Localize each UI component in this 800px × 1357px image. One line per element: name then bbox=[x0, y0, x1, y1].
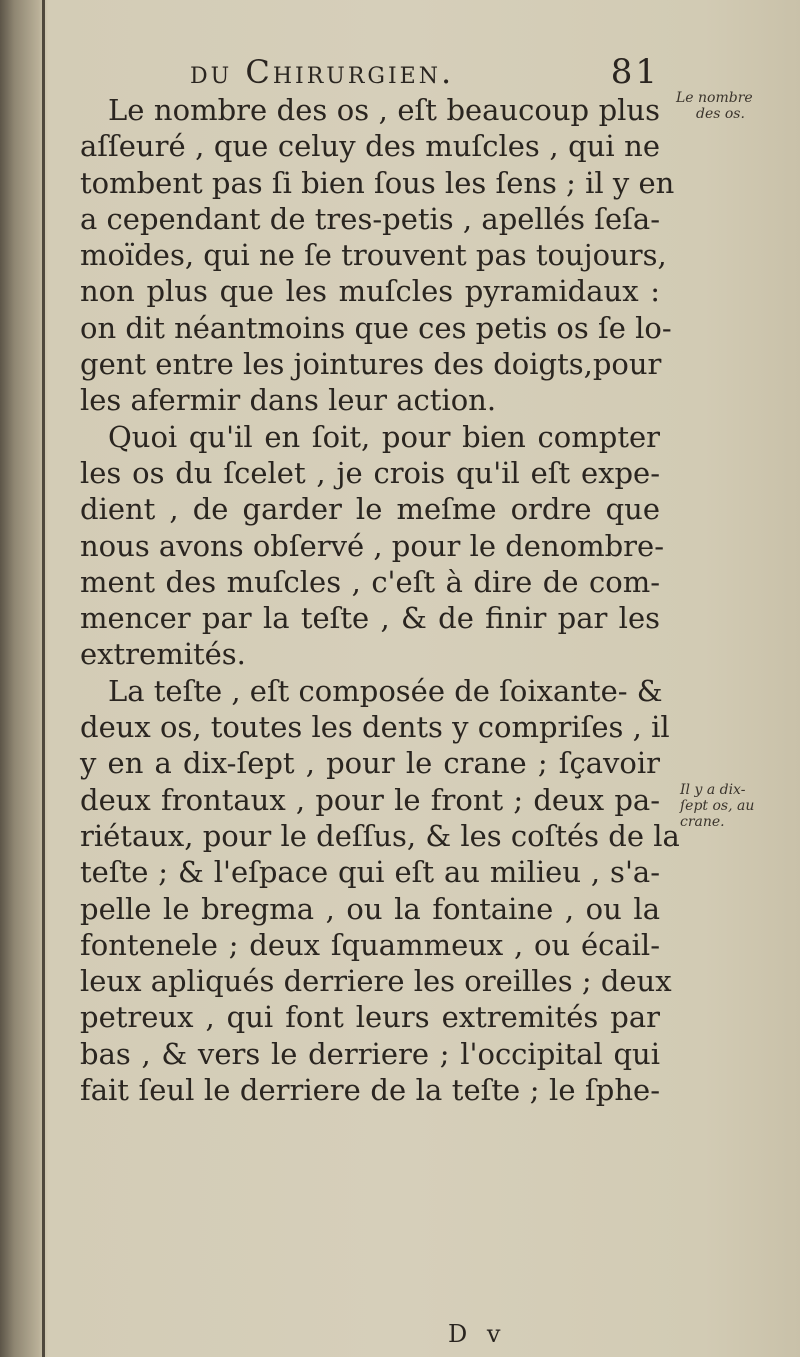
text-line: leux apliqués derriere les oreilles ; deux bbox=[80, 964, 672, 999]
text-line: aſſeuré , que celuy des muſcles , qui ne bbox=[80, 129, 660, 164]
text-line: ment des muſcles , c'eſt à dire de com- bbox=[80, 564, 660, 599]
text-line: riétaux, pour le deſſus, & les coſtés de la bbox=[80, 818, 680, 853]
margin-note-line: Il y a dix- bbox=[680, 782, 746, 798]
page-number: 81 bbox=[610, 52, 660, 92]
margin-note-line: ſept os, au bbox=[680, 798, 755, 814]
text-line: les afermir dans leur action. bbox=[80, 383, 497, 418]
text-line: fait ſeul le derriere de la teſte ; le ſphe- bbox=[80, 1073, 660, 1108]
text-line: nous avons obſervé , pour le denombre- bbox=[80, 528, 664, 563]
text-line: dient , de garder le meſme ordre que bbox=[80, 492, 660, 527]
text-line: les os du ſcelet , je crois qu'il eſt expe- bbox=[80, 455, 660, 490]
text-line: on dit néantmoins que ces petis os ſe lo- bbox=[80, 310, 672, 345]
margin-note-line: crane. bbox=[680, 814, 725, 830]
running-head-title: du Chirurgien. bbox=[190, 53, 455, 91]
text-line: moïdes, qui ne ſe trouvent pas toujours, bbox=[80, 238, 667, 273]
text-line: La teſte , eſt composée de ſoixante- & bbox=[108, 673, 663, 708]
text-line: non plus que les muſcles pyramidaux : bbox=[80, 274, 660, 309]
text-line: pelle le bregma , ou la fontaine , ou la bbox=[80, 891, 660, 926]
text-line: y en a dix-ſept , pour le crane ; ſçavoir bbox=[80, 746, 660, 781]
page-gutter bbox=[0, 0, 48, 1357]
margin-note-line: Le nombre bbox=[676, 90, 753, 106]
body-text bbox=[80, 92, 680, 1108]
text-line: teſte ; & l'eſpace qui eſt au milieu , s'a- bbox=[80, 855, 660, 890]
text-line: Quoi qu'il en ſoit, pour bien compter bbox=[108, 419, 660, 454]
text-line: deux os, toutes les dents y compriſes , il bbox=[80, 710, 670, 745]
text-line: fontenele ; deux ſquammeux , ou écail- bbox=[80, 927, 660, 962]
signature-mark: D v bbox=[448, 1320, 507, 1348]
text-line: a cependant de tres-petis , apellés ſeſa- bbox=[80, 201, 660, 236]
text-line: mencer par la teſte , & de finir par les bbox=[80, 601, 660, 636]
text-line: extremités. bbox=[80, 637, 246, 672]
text-line: petreux , qui font leurs extremités par bbox=[80, 1000, 660, 1035]
text-line: Le nombre des os , eſt beaucoup plus bbox=[108, 93, 660, 127]
running-head bbox=[190, 52, 660, 92]
text-line: tombent pas ſi bien ſous les ſens ; il y en bbox=[80, 165, 675, 200]
text-line: deux frontaux , pour le front ; deux pa- bbox=[80, 782, 660, 817]
gutter-rule bbox=[42, 0, 45, 1357]
margin-note bbox=[680, 782, 754, 830]
text-line: bas , & vers le derriere ; l'occipital qui bbox=[80, 1036, 660, 1071]
margin-note bbox=[676, 90, 753, 122]
margin-note-line: des os. bbox=[696, 106, 745, 122]
text-line: gent entre les jointures des doigts,pour bbox=[80, 347, 662, 382]
